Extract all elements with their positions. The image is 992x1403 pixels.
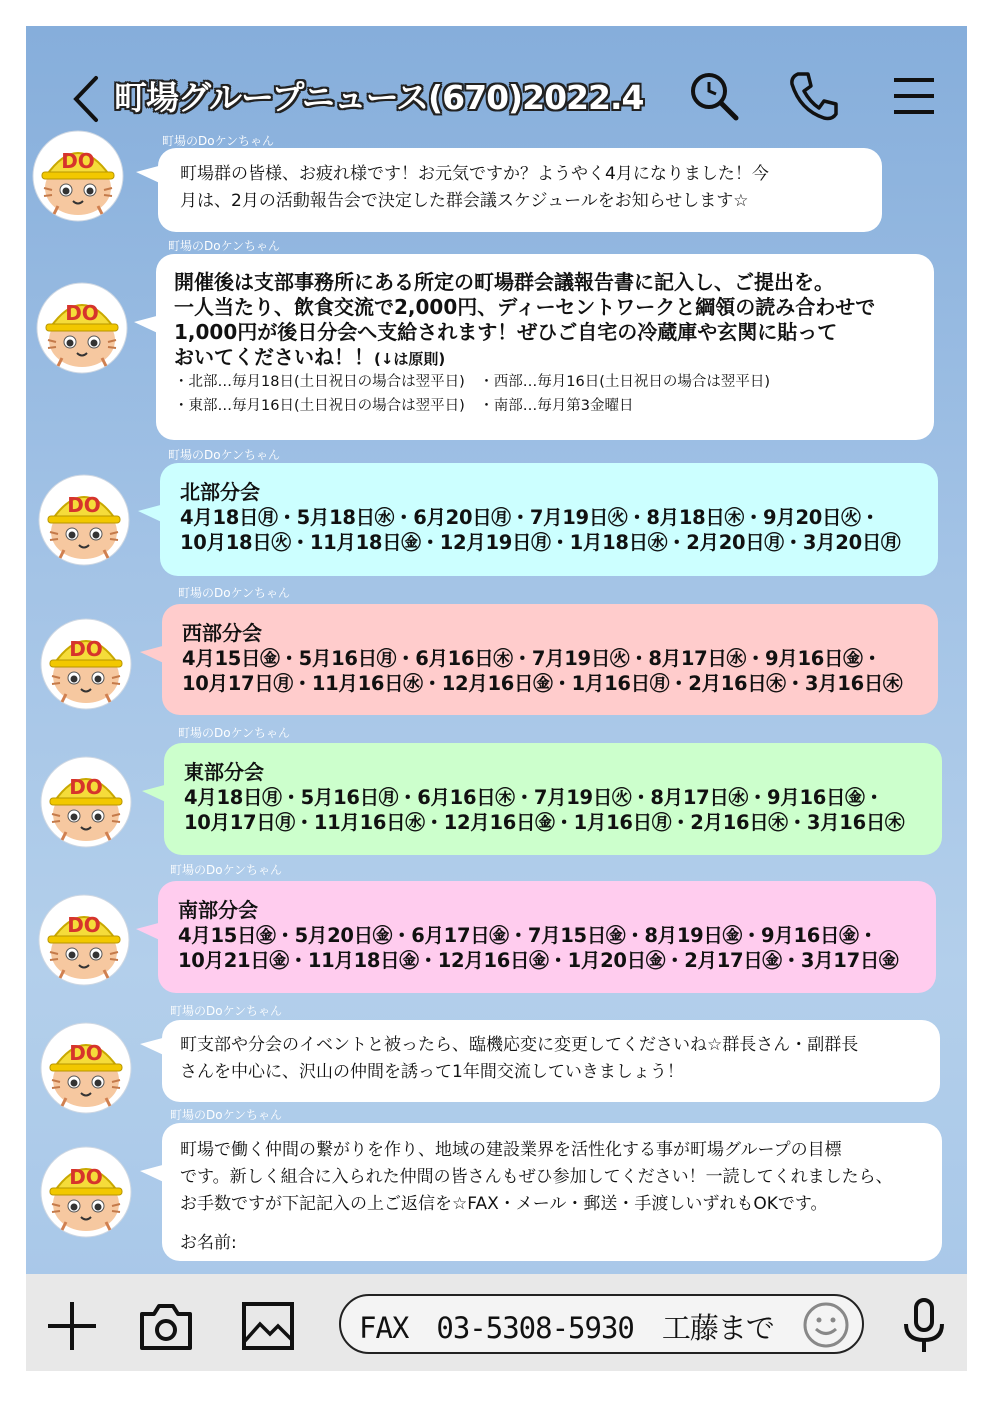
avatar-icon[interactable]: [38, 474, 130, 566]
bubble-tail: [140, 644, 170, 674]
message-bubble: [162, 1123, 942, 1261]
avatar-icon[interactable]: [40, 1146, 132, 1238]
menu-icon[interactable]: [886, 68, 942, 124]
sender-name: 町場のDoケンちゃん: [178, 586, 290, 600]
message-line: 町支部や分会のイベントと被ったら、臨機応変に変更してくださいね☆群長さん・副群長: [180, 1035, 859, 1055]
bubble-tail: [136, 164, 166, 194]
bubble-tail: [134, 314, 164, 344]
bubble-tail: [136, 921, 166, 951]
schedule-bubble-south: [158, 881, 936, 993]
sender-name: 町場のDoケンちゃん: [168, 239, 280, 253]
schedule-bubble-west: [162, 604, 938, 715]
message-line: 一人当たり、飲食交流で2,000円、ディーセントワークと綱領の読み合わせで: [174, 295, 876, 319]
schedule-bubble-east: [164, 743, 942, 855]
avatar-icon[interactable]: [40, 618, 132, 710]
search-icon[interactable]: [686, 68, 742, 124]
name-field-label: お名前:: [180, 1233, 237, 1253]
schedule-bubble-north: [160, 463, 938, 576]
rule-line: ・東部…毎月16日(土日祝日の場合は翌平日) ・南部…毎月第3金曜日: [174, 398, 634, 414]
rule-line: ・北部…毎月18日(土日祝日の場合は翌平日) ・西部…毎月16日(土日祝日の場合は翌平日): [174, 374, 771, 390]
message-line: です。新しく組合に入られた仲間の皆さんもぜひ参加してください！一読してくれましたら、: [180, 1167, 893, 1187]
chevron-left-icon[interactable]: [66, 74, 106, 124]
bubble-tail: [142, 783, 172, 813]
image-icon[interactable]: [238, 1296, 298, 1356]
message-line: 月は、2月の活動報告会で決定した群会議スケジュールをお知らせします☆: [180, 191, 749, 211]
sender-name: 町場のDoケンちゃん: [170, 1108, 282, 1122]
message-bubble: [156, 254, 934, 440]
sender-name: 町場のDoケンちゃん: [170, 863, 282, 877]
input-bar: [26, 1274, 967, 1371]
plus-icon[interactable]: [42, 1296, 102, 1356]
avatar-icon[interactable]: [36, 282, 128, 374]
phone-icon[interactable]: [786, 68, 842, 124]
schedule-line: 10月17日㊊・11月16日㊌・12月16日㊎・1月16日㊊・2月16日㊍・3月16日㊍: [184, 811, 905, 834]
message-line: 1,000円が後日分会へ支給されます！ぜひご自宅の冷蔵庫や玄関に貼って: [174, 320, 838, 344]
schedule-line: 4月15日㊎・5月20日㊎・6月17日㊎・7月15日㊎・8月19日㊎・9月16日㊎・: [178, 924, 878, 947]
message-line: おいてくださいね！！: [174, 345, 374, 369]
avatar-icon[interactable]: [32, 130, 124, 222]
chat-header: [26, 66, 967, 130]
bubble-tail: [140, 1163, 170, 1193]
message-input[interactable]: [339, 1294, 864, 1354]
sender-name: 町場のDoケンちゃん: [168, 448, 280, 462]
schedule-title: 南部分会: [178, 898, 258, 922]
smiley-icon[interactable]: [801, 1300, 851, 1350]
avatar-icon[interactable]: [40, 756, 132, 848]
sender-name: 町場のDoケンちゃん: [170, 1004, 282, 1018]
message-line: さんを中心に、沢山の仲間を誘って1年間交流していきましょう！: [180, 1062, 684, 1082]
sender-name: 町場のDoケンちゃん: [162, 134, 274, 148]
microphone-icon[interactable]: [894, 1296, 954, 1356]
camera-icon[interactable]: [136, 1296, 196, 1356]
message-note: (↓は原則): [374, 350, 446, 368]
chat-title: 町場グループニュース(670)2022.4: [114, 78, 644, 117]
avatar-icon[interactable]: [38, 894, 130, 986]
schedule-title: 東部分会: [184, 760, 264, 784]
chat-screen: [26, 26, 967, 1371]
schedule-line: 10月21日㊎・11月18日㊎・12月16日㊎・1月20日㊎・2月17日㊎・3月17日㊎: [178, 949, 899, 972]
message-line: 開催後は支部事務所にある所定の町場群会議報告書に記入し、ご提出を。: [174, 270, 834, 294]
sender-name: 町場のDoケンちゃん: [178, 726, 290, 740]
schedule-line: 4月18日㊊・5月18日㊌・6月20日㊊・7月19日㊋・8月18日㊍・9月20日㊋・: [180, 506, 880, 529]
schedule-line: 10月18日㊋・11月18日㊎・12月19日㊊・1月18日㊌・2月20日㊊・3月20日㊊: [180, 531, 901, 554]
message-bubble: [162, 1020, 940, 1102]
message-line: 町場で働く仲間の繋がりを作り、地域の建設業界を活性化する事が町場グループの目標: [180, 1140, 842, 1160]
message-line: お手数ですが下記記入の上ご返信を☆FAX・メール・郵送・手渡しいずれもOKです。: [180, 1194, 828, 1214]
schedule-line: 4月18日㊊・5月16日㊊・6月16日㊍・7月19日㊋・8月17日㊌・9月16日㊎・: [184, 786, 884, 809]
message-bubble: [158, 148, 882, 232]
message-line: 町場群の皆様、お疲れ様です！お元気ですか？ようやく4月になりました！今: [180, 164, 769, 184]
schedule-line: 4月15日㊎・5月16日㊊・6月16日㊍・7月19日㊋・8月17日㊌・9月16日㊎・: [182, 647, 882, 670]
schedule-line: 10月17日㊊・11月16日㊌・12月16日㊎・1月16日㊊・2月16日㊍・3月16日㊍: [182, 672, 903, 695]
schedule-title: 北部分会: [180, 480, 260, 504]
message-input-text: FAX 03-5308-5930 工藤まで: [359, 1311, 774, 1345]
schedule-title: 西部分会: [182, 621, 262, 645]
bubble-tail: [140, 1036, 170, 1066]
avatar-icon[interactable]: [40, 1022, 132, 1114]
bubble-tail: [138, 503, 168, 533]
